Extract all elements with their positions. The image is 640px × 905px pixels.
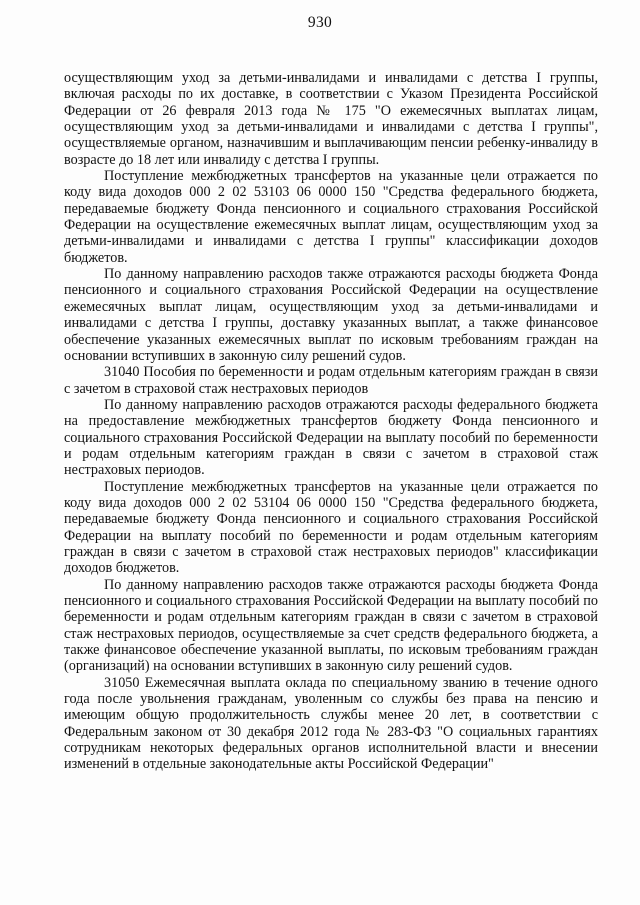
paragraph-continuation: осуществляющим уход за детьми-инвалидами и инвалидами с детства I группы, включая расходы по их доставке, в соответствии с Указом Президента Российской Федерации от 26 февраля 2013 года № 175 "О ежемесячных выплатах лицам, осуществляющим уход за детьми-инвалидами и инвалидами с детства I группы", осуществляемые органом, назначившим и выплачивающим пенсии ребенку-инвалиду в возрасте до 18 лет или инвалиду с детства I группы. [64, 70, 598, 168]
paragraph-fund-expenses-maternity: По данному направлению расходов также отражаются расходы бюджета Фонда пенсионного и социального страхования Российской Федерации на выплату пособий по беременности и родам отдельным категориям граждан в связи с зачетом в страховой стаж нестраховых периодов, осуществляемые за счет средств федерального бюджета, а также финансовое обеспечение указанной выплаты, по исковым требованиям граждан (организаций) на основании вступивших в законную силу решений судов. [64, 576, 598, 675]
document-body [64, 70, 598, 773]
page-number: 930 [307, 14, 333, 31]
paragraph-transfers-53104: Поступление межбюджетных трансфертов на указанные цели отражается по коду вида доходов 000 2 02 53104 06 0000 150 "Средства федерального бюджета, передаваемые бюджету Фонда пенсионного и социального страхования Российской Федерации на выплату пособий по беременности и родам отдельным категориям граждан в связи с зачетом в страховой стаж нестраховых периодов" классификации доходов бюджетов. [64, 478, 598, 577]
paragraph-federal-budget-31040: По данному направлению расходов отражаются расходы федерального бюджета на предоставление межбюджетных трансфертов бюджету Фонда пенсионного и социального страхования Российской Федерации на выплату пособий по беременности и родам отдельным категориям граждан в связи с зачетом в страховой стаж нестраховых периодов. [64, 396, 598, 479]
paragraph-transfers-53103: Поступление межбюджетных трансфертов на указанные цели отражается по коду вида доходов 000 2 02 53103 06 0000 150 "Средства федерального бюджета, передаваемые бюджету Фонда пенсионного и социального страхования Российской Федерации на осуществление ежемесячных выплат лицам, осуществляющим уход за детьми-инвалидами и инвалидами с детства I группы" классификации доходов бюджетов. [64, 168, 598, 266]
section-heading-31040: 31040 Пособия по беременности и родам отдельным категориям граждан в связи с зачетом в страховой стаж нестраховых периодов [64, 364, 598, 397]
section-heading-31050: 31050 Ежемесячная выплата оклада по специальному званию в течение одного года после увольнения гражданам, уволенным со службы без права на пенсию и имеющим общую продолжительность службы менее 20 лет, в соответствии с Федеральным законом от 30 декабря 2012 года № 283-ФЗ "О социальных гарантиях сотрудникам некоторых федеральных органов исполнительной власти и внесении изменений в отдельные законодательные акты Российской Федерации" [64, 674, 598, 773]
paragraph-fund-expenses-care: По данному направлению расходов также отражаются расходы бюджета Фонда пенсионного и социального страхования Российской Федерации на осуществление ежемесячных выплат лицам, осуществляющим уход за детьми-инвалидами и инвалидами с детства I группы, доставку указанных выплат, а также финансовое обеспечение указанных ежемесячных выплат по исковым требованиям граждан на основании вступивших в законную силу решений судов. [64, 266, 598, 364]
